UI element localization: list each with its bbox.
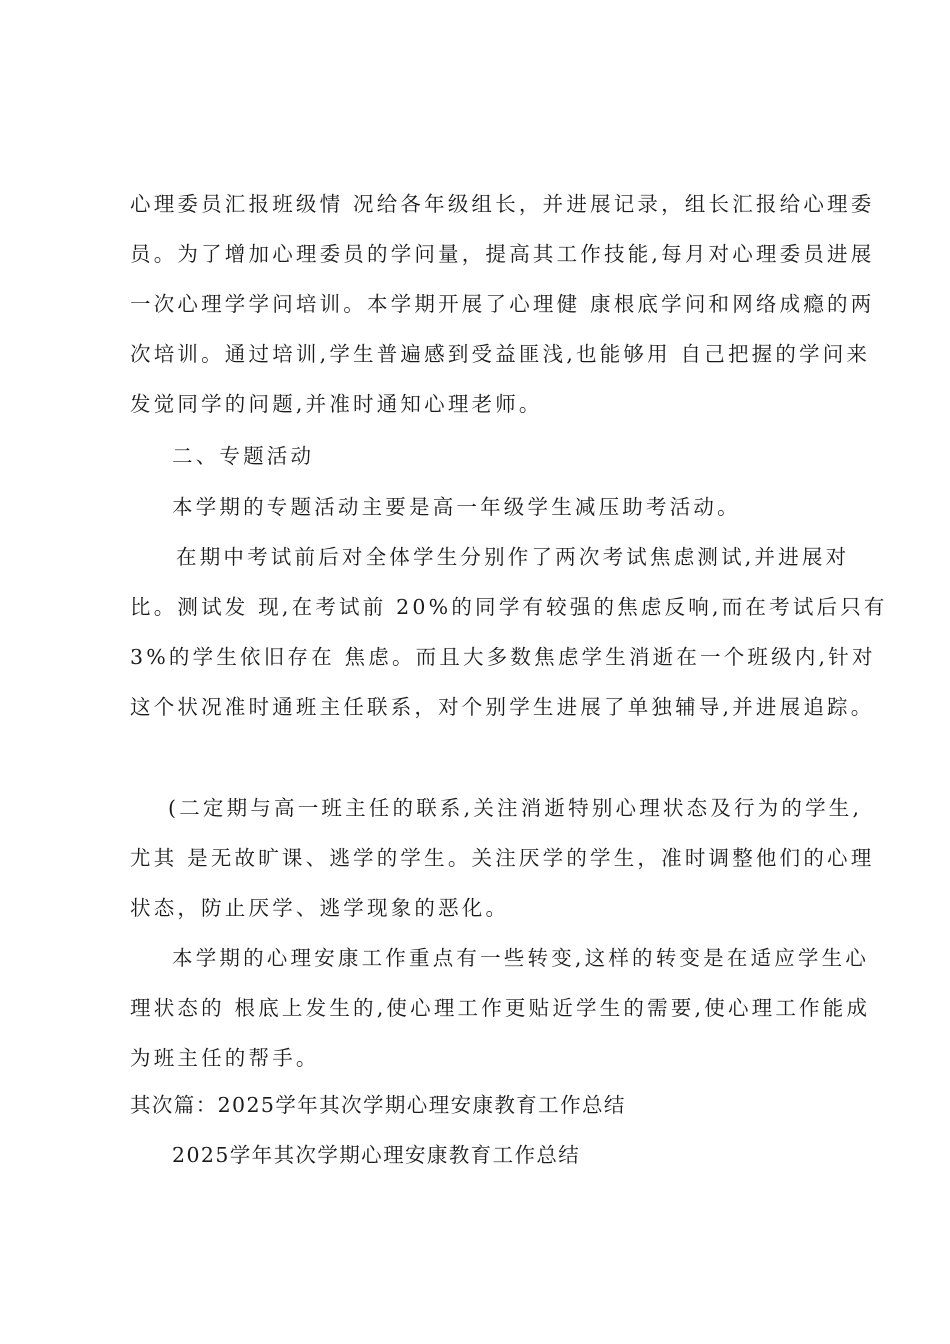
paragraph-line: 理状态的 根底上发生的,使心理工作更贴近学生的需要,使心理工作能成 xyxy=(130,996,871,1020)
paragraph-line: 这个状况准时通班主任联系，对个别学生进展了单独辅导,并进展追踪。 xyxy=(130,695,875,719)
paragraph-line: 为班主任的帮手。 xyxy=(130,1046,320,1070)
chapter-title: 其次篇：2025学年其次学期心理安康教育工作总结 xyxy=(130,1093,626,1117)
section-heading: 二、专题活动 xyxy=(172,444,315,468)
paragraph-line: 发觉同学的问题,并准时通知心理老师。 xyxy=(130,392,543,416)
paragraph-line: 本学期的心理安康工作重点有一些转变,这样的转变是在适应学生心 xyxy=(172,946,870,970)
paragraph-line: 尤其 是无故旷课、逃学的学生。关注厌学的学生，准时调整他们的心理 xyxy=(130,846,875,870)
paragraph-line: 比。测试发 现,在考试前 20%的同学有较强的焦虑反响,而在考试后只有 xyxy=(130,595,888,619)
document-subtitle: 2025学年其次学期心理安康教育工作总结 xyxy=(172,1143,581,1167)
paragraph-line: 3%的学生依旧存在 焦虑。而且大多数焦虑学生消逝在一个班级内,针对 xyxy=(130,645,876,669)
paragraph-line: (二定期与高一班主任的联系,关注消逝特别心理状态及行为的学生, xyxy=(168,796,863,820)
paragraph-line: 次培训。通过培训,学生普遍感到受益匪浅,也能够用 自己把握的学问来 xyxy=(130,342,871,366)
paragraph-line: 心理委员汇报班级情 况给各年级组长，并进展记录，组长汇报给心理委 xyxy=(130,192,875,216)
paragraph-line: 一次心理学学问培训。本学期开展了心理健 康根底学问和网络成瘾的两 xyxy=(130,292,875,316)
paragraph-line: 在期中考试前后对全体学生分别作了两次考试焦虑测试,并进展对 xyxy=(176,545,850,569)
paragraph-line: 状态，防止厌学、逃学现象的恶化。 xyxy=(130,896,510,920)
paragraph-line: 员。为了增加心理委员的学问量，提高其工作技能,每月对心理委员进展 xyxy=(130,242,875,266)
paragraph-line: 本学期的专题活动主要是高一年级学生减压助考活动。 xyxy=(172,495,741,519)
